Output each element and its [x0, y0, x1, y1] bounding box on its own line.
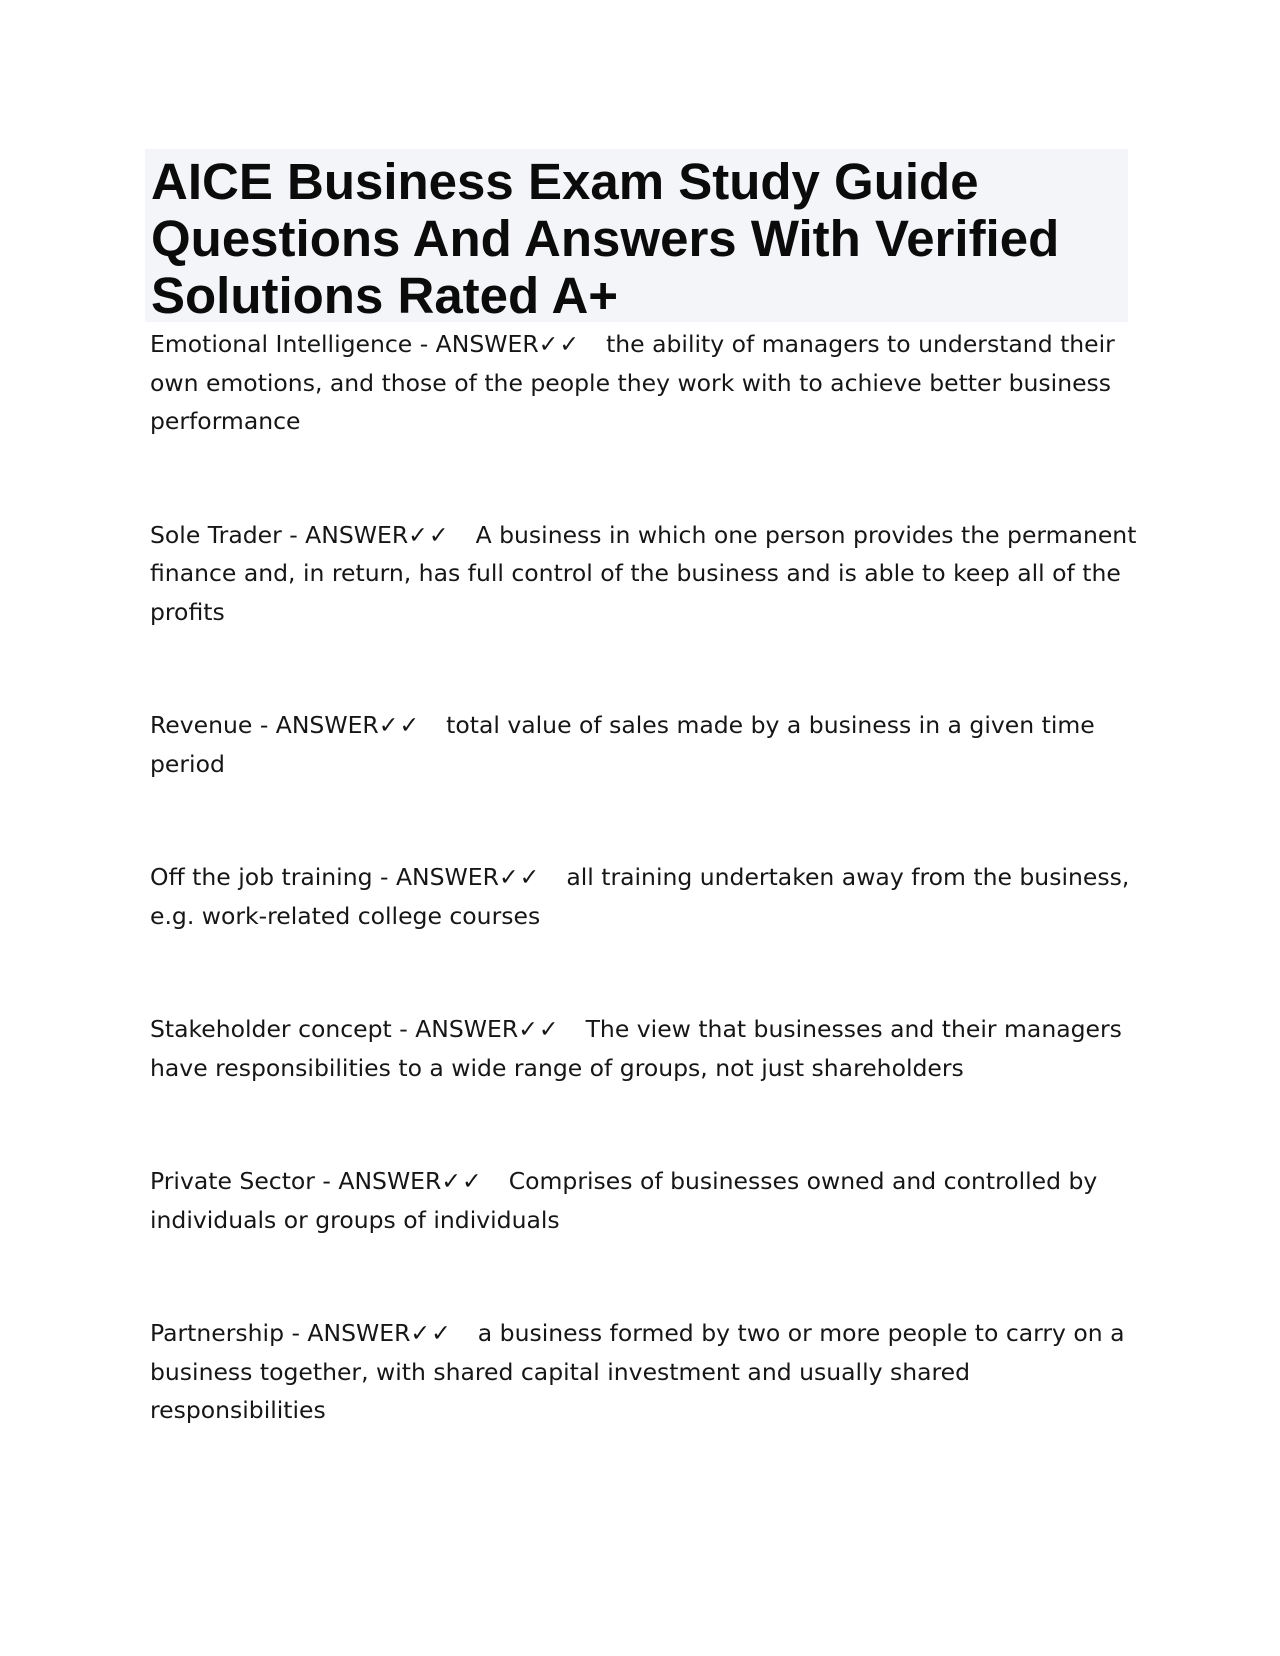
check-marks-icon: ✓✓	[518, 1015, 560, 1043]
answer-marker: - ANSWER	[314, 1167, 442, 1195]
qa-entry	[150, 1314, 1140, 1430]
answer-marker: - ANSWER	[281, 520, 409, 549]
qa-entry	[150, 858, 1140, 935]
entry-definition: A business in which one person provides the permanent finance and, in return, has full control of the business and is able to keep all of the profits	[150, 520, 1137, 626]
entry-term: Partnership	[150, 1319, 284, 1347]
check-marks-icon: ✓✓	[378, 711, 421, 739]
answer-marker: - ANSWER	[284, 1319, 411, 1347]
entry-definition: The view that businesses and their managers have responsibilities to a wide range of groups, not just shareholders	[150, 1015, 1122, 1082]
answer-marker: - ANSWER	[412, 330, 539, 358]
qa-entry	[150, 325, 1140, 441]
qa-list	[150, 325, 1140, 1430]
answer-marker: - ANSWER	[252, 711, 379, 739]
qa-entry	[150, 706, 1140, 783]
entry-term: Off the job training	[150, 863, 373, 891]
entry-definition: the ability of managers to understand their own emotions, and those of the people they work with to achieve better business performance	[150, 330, 1115, 435]
qa-entry	[150, 1162, 1140, 1239]
entry-term: Stakeholder concept	[150, 1015, 392, 1043]
entry-term: Revenue	[150, 711, 253, 739]
entry-definition: total value of sales made by a business in a given time period	[150, 711, 1095, 778]
document-title: AICE Business Exam Study Guide Questions And Answers With Verified Solutions Rated A+	[151, 153, 1060, 324]
check-marks-icon: ✓✓	[538, 330, 581, 358]
qa-entry	[150, 1010, 1140, 1087]
title-block	[145, 149, 1128, 322]
entry-definition: all training undertaken away from the business, e.g. work-related college courses	[150, 863, 1130, 930]
check-marks-icon: ✓✓	[441, 1167, 483, 1195]
answer-marker: - ANSWER	[391, 1015, 519, 1043]
entry-term: Sole Trader	[150, 520, 282, 549]
entry-definition: Comprises of businesses owned and controlled by individuals or groups of individuals	[150, 1167, 1098, 1234]
entry-term: Emotional Intelligence	[150, 330, 413, 358]
check-marks-icon: ✓✓	[408, 520, 450, 549]
check-marks-icon: ✓✓	[410, 1319, 452, 1347]
answer-marker: - ANSWER	[372, 863, 499, 891]
qa-entry	[150, 516, 1140, 632]
check-marks-icon: ✓✓	[498, 863, 541, 891]
entry-term: Private Sector	[150, 1167, 315, 1195]
entry-definition: a business formed by two or more people to carry on a business together, with shared capital investment and usually shared responsibilities	[150, 1319, 1125, 1424]
